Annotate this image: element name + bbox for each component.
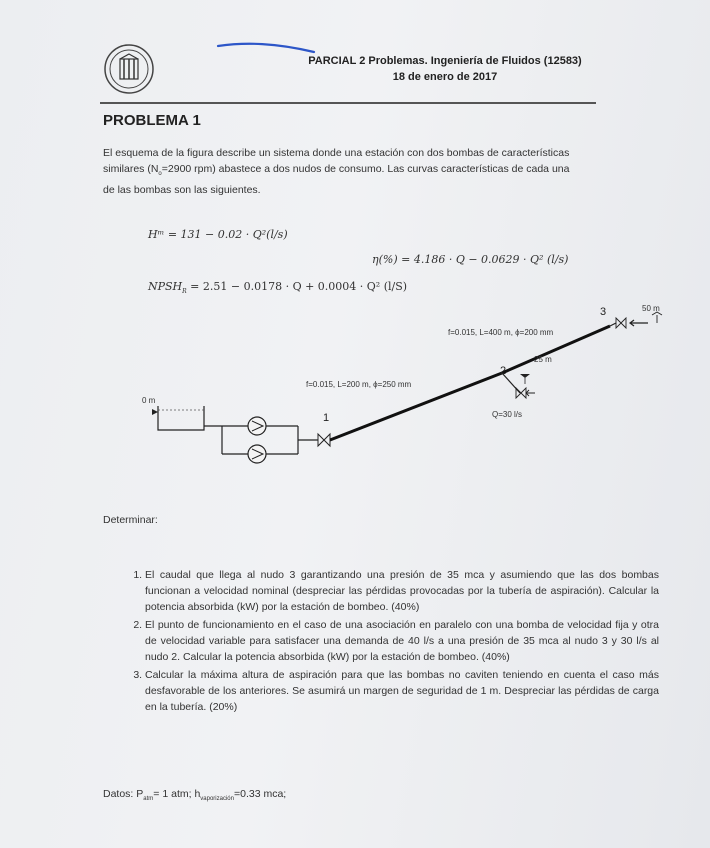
- valve-node-3-icon: [616, 318, 626, 328]
- exam-header: [300, 53, 590, 85]
- pipe-1-label: f=0.015, L=200 m, ϕ=250 mm: [306, 380, 412, 389]
- valve-node-1-icon: [318, 434, 330, 446]
- question-item-1: 1. El caudal que llega al nudo 3 garantizando una presión de 35 mca y asumiendo que las dos bombas funcionan a velocidad nominal (despreciar las pérdidas provocadas por la tubería de aspiración). Calcular la potencia absorbida (kW) por la estación de bombeo. (40%): [145, 567, 659, 615]
- npsh-symbol: NPSH: [148, 280, 183, 293]
- intro-text-end: =2900 rpm) abastece a dos nudos de consumo. Las curvas características de cada una de las bombas son las siguientes.: [103, 163, 570, 197]
- given-data: [103, 788, 286, 802]
- node-2-label: 2: [500, 365, 507, 377]
- hydraulic-diagram: [130, 298, 670, 476]
- question-item-3: 3. Calcular la máxima altura de aspiración para que las bombas no caviten teniendo en cuenta el caso más desfavorable de los anteriores. Se asumirá un margen de seguridad de 1 m. Despreciar las pérdidas de carga en la tubería. (20%): [145, 667, 659, 715]
- reservoir-tank: [158, 406, 204, 430]
- npsh-expression: = 2.51 − 0.0178 · Q + 0.0004 · Q² (l/S): [186, 280, 408, 293]
- vapor-value: =0.33 mca;: [233, 788, 287, 800]
- intro-text-start: El esquema de la figura describe un sistema donde una estación con dos bombas de características similares (N: [103, 147, 570, 175]
- intro-subscript: o: [158, 171, 162, 178]
- datos-label: Datos: P: [103, 788, 144, 800]
- level-25-label: 25 m: [534, 355, 552, 364]
- level-0-arrow: [152, 409, 158, 415]
- head-equation: Hᵐ = 131 − 0.02 · Q²(l/s): [148, 228, 288, 241]
- npsh-subscript: R: [182, 288, 187, 296]
- vapor-subscript: vaporización: [200, 796, 234, 803]
- node-3-label: 3: [600, 306, 607, 318]
- header-date: 18 de enero de 2017: [392, 71, 498, 83]
- header-divider: [100, 102, 596, 104]
- level-25-arrow: [520, 374, 530, 378]
- pump-1-icon: [248, 417, 266, 435]
- outflow-arrow-node-2: [526, 390, 535, 396]
- atm-subscript: atm: [143, 796, 154, 803]
- header-title: PARCIAL 2 Problemas. Ingeniería de Fluidos (12583): [308, 55, 582, 67]
- level-50-label: 50 m: [642, 304, 660, 313]
- valve-node-2-icon: [516, 388, 526, 398]
- atm-value: = 1 atm; h: [153, 788, 201, 800]
- efficiency-equation: η(%) = 4.186 · Q − 0.0629 · Q² (l/s): [372, 253, 569, 266]
- outflow-arrow-node-3: [630, 320, 648, 326]
- node-1-label: 1: [323, 412, 330, 424]
- pipe-2-label: f=0.015, L=400 m, ϕ=200 mm: [448, 328, 554, 337]
- pump-2-icon: [248, 445, 266, 463]
- npsh-equation: [148, 280, 407, 295]
- question-item-2: 2. El punto de funcionamiento en el caso de una asociación en paralelo con una bomba de velocidad fija y otra de velocidad variable para satisfacer una demanda de 40 l/s a una presión de 35 mca al nudo 3 y 30 l/s al nudo 2. Calcular la potencia absorbida (kW) por la estación de bombeo. (40%): [145, 617, 659, 665]
- questions-heading: Determinar:: [103, 514, 158, 526]
- level-0-label: 0 m: [142, 396, 156, 405]
- problem-statement: [103, 145, 583, 198]
- flow-label: Q=30 l/s: [492, 410, 523, 419]
- questions-list: [103, 567, 659, 717]
- problem-title: PROBLEMA 1: [103, 112, 201, 129]
- university-seal-icon: [104, 44, 154, 94]
